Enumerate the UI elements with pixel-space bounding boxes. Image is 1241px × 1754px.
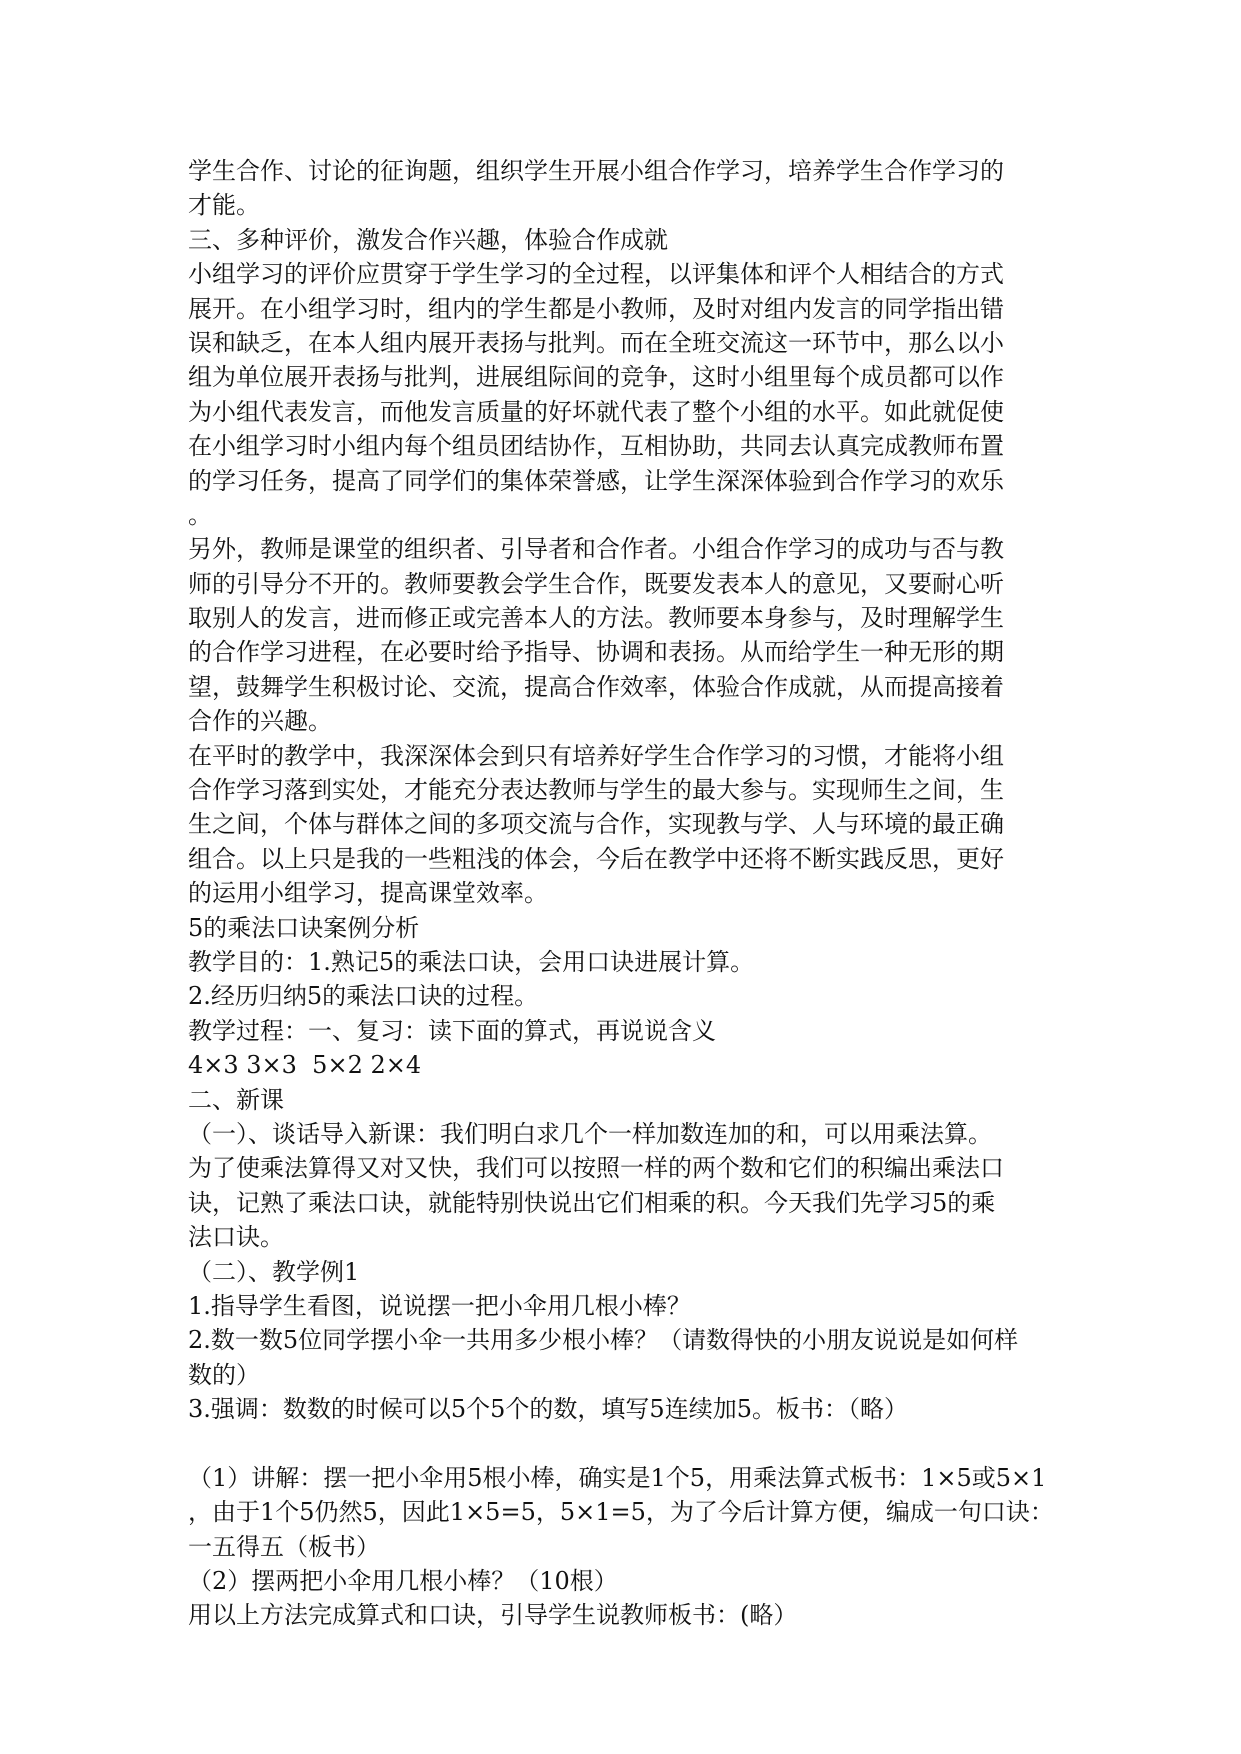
text-line: 才能。 bbox=[188, 191, 260, 220]
text-line: 教学目的：1.熟记5的乘法口诀，会用口诀进展计算。 bbox=[188, 947, 755, 976]
text-line: 合作学习落到实处，才能充分表达教师与学生的最大参与。实现师生之间，生 bbox=[188, 776, 1004, 805]
text-line: ，由于1个5仍然5，因此1×5=5，5×1=5，为了今后计算方便，编成一句口诀： bbox=[188, 1498, 1054, 1527]
text-line: 展开。在小组学习时，组内的学生都是小教师，及时对组内发言的同学指出错 bbox=[188, 294, 1004, 323]
text-line: 的合作学习进程，在必要时给予指导、协调和表扬。从而给学生一种无形的期 bbox=[188, 638, 1004, 667]
text-line: 2.数一数5位同学摆小伞一共用多少根小棒？（请数得快的小朋友说说是如何样 bbox=[188, 1326, 1019, 1355]
text-line: 诀，记熟了乘法口诀，就能特别快说出它们相乘的积。今天我们先学习5的乘 bbox=[188, 1188, 996, 1217]
text-line: 取别人的发言，进而修正或完善本人的方法。教师要本身参与，及时理解学生 bbox=[188, 604, 1004, 633]
text-line: 的学习任务，提高了同学们的集体荣誉感，让学生深深体验到合作学习的欢乐 bbox=[188, 466, 1004, 495]
text-line: 组合。以上只是我的一些粗浅的体会，今后在教学中还将不断实践反思，更好 bbox=[188, 844, 1004, 873]
text-line: 在小组学习时小组内每个组员团结协作，互相协助，共同去认真完成教师布置 bbox=[188, 432, 1004, 461]
text-line: 教学过程：一、复习：读下面的算式，再说说含义 bbox=[188, 1016, 716, 1045]
text-line: 为小组代表发言，而他发言质量的好坏就代表了整个小组的水平。如此就促使 bbox=[188, 397, 1004, 426]
section-heading: 二、新课 bbox=[188, 1085, 284, 1114]
text-line: 1.指导学生看图，说说摆一把小伞用几根小棒？ bbox=[188, 1291, 691, 1320]
text-line: （2）摆两把小伞用几根小棒？（10根） bbox=[188, 1567, 618, 1596]
text-line: 的运用小组学习，提高课堂效率。 bbox=[188, 879, 548, 908]
text-line: 师的引导分不开的。教师要教会学生合作，既要发表本人的意见，又要耐心听 bbox=[188, 569, 1004, 598]
text-line: 一五得五（板书） bbox=[188, 1532, 380, 1561]
section-heading: 三、多种评价，激发合作兴趣，体验合作成就 bbox=[188, 225, 668, 254]
text-line: 为了使乘法算得又对又快，我们可以按照一样的两个数和它们的积编出乘法口 bbox=[188, 1154, 1004, 1183]
text-line: 学生合作、讨论的征询题，组织学生开展小组合作学习，培养学生合作学习的 bbox=[188, 157, 1004, 185]
text-line: 用以上方法完成算式和口诀，引导学生说教师板书：(略） bbox=[188, 1601, 798, 1630]
text-line: 。 bbox=[188, 500, 212, 529]
text-line: （1）讲解：摆一把小伞用5根小棒，确实是1个5，用乘法算式板书：1×5或5×1 bbox=[188, 1463, 1047, 1492]
blank-line bbox=[188, 1426, 1054, 1460]
text-line: 组为单位展开表扬与批判，进展组际间的竞争，这时小组里每个成员都可以作 bbox=[188, 363, 1004, 392]
text-line: 生之间，个体与群体之间的多项交流与合作，实现教与学、人与环境的最正确 bbox=[188, 810, 1004, 839]
text-line: 数的） bbox=[188, 1360, 260, 1389]
text-line: 望，鼓舞学生积极讨论、交流，提高合作效率，体验合作成就，从而提高接着 bbox=[188, 672, 1004, 701]
text-line: （二）、教学例1 bbox=[188, 1257, 360, 1286]
text-line: 在平时的教学中，我深深体会到只有培养好学生合作学习的习惯，才能将小组 bbox=[188, 741, 1004, 770]
text-line: 法口诀。 bbox=[188, 1223, 284, 1252]
text-line: （一）、谈话导入新课：我们明白求几个一样加数连加的和，可以用乘法算。 bbox=[188, 1119, 992, 1148]
text-line: 另外，教师是课堂的组织者、引导者和合作者。小组合作学习的成功与否与教 bbox=[188, 535, 1004, 564]
text-line: 小组学习的评价应贯穿于学生学习的全过程，以评集体和评个人相结合的方式 bbox=[188, 260, 1004, 289]
document-body bbox=[188, 154, 1054, 1633]
text-line: 4×3 3×3 5×2 2×4 bbox=[188, 1051, 422, 1080]
section-heading: 5的乘法口诀案例分析 bbox=[188, 913, 420, 942]
text-line: 2.经历归纳5的乘法口诀的过程。 bbox=[188, 982, 539, 1011]
text-line: 3.强调：数数的时候可以5个5个的数，填写5连续加5。板书：（略） bbox=[188, 1395, 908, 1424]
text-line: 误和缺乏，在本人组内展开表扬与批判。而在全班交流这一环节中，那么以小 bbox=[188, 328, 1004, 357]
text-line: 合作的兴趣。 bbox=[188, 707, 332, 736]
